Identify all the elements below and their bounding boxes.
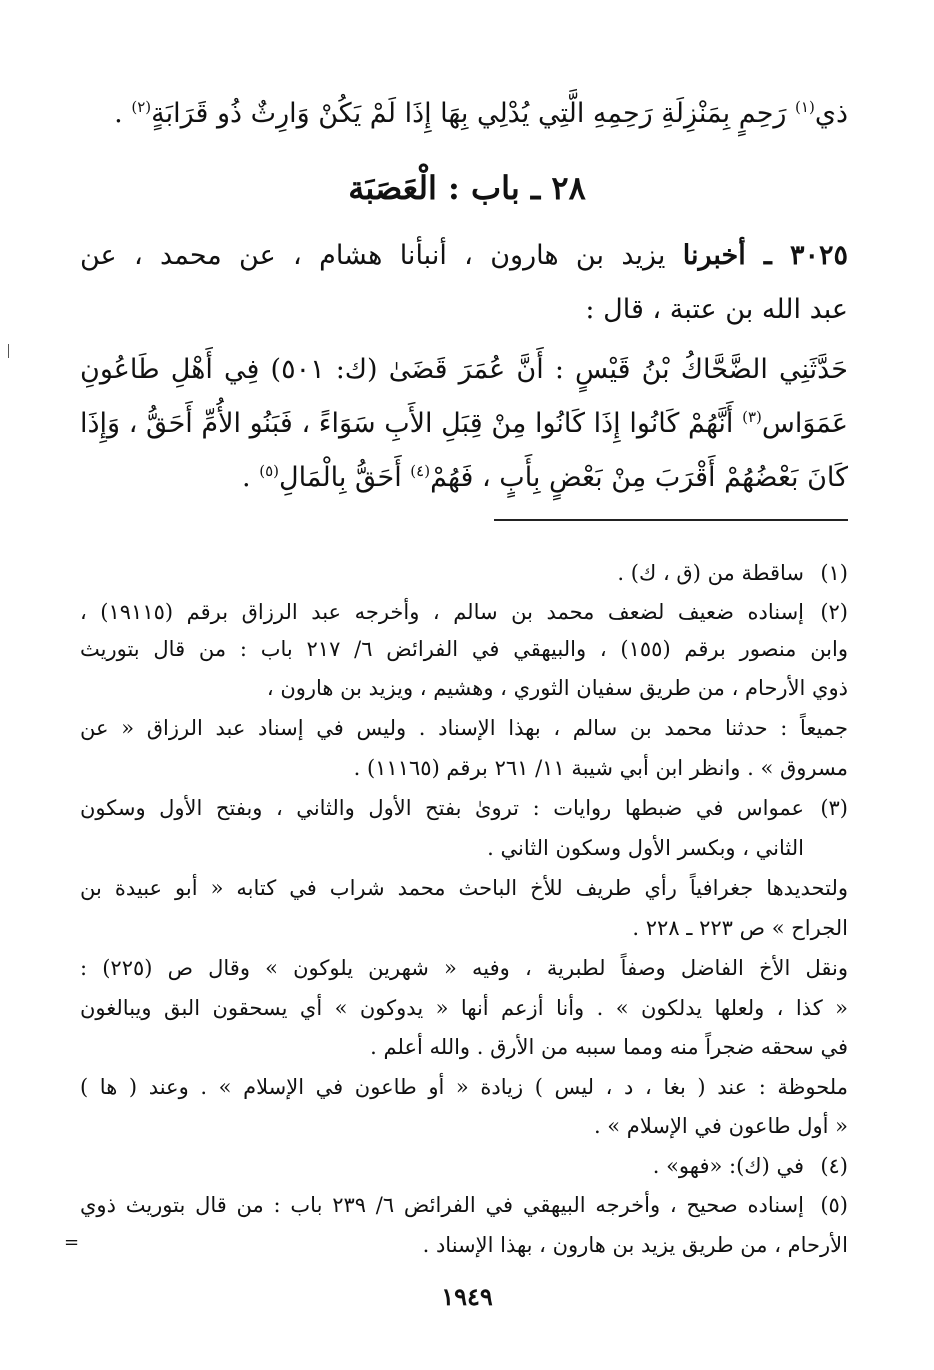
hadith-number: ٣٠٢٥ ـ أخبرنا (682, 240, 848, 271)
footnote-number: (١) (820, 561, 848, 585)
footnote-line: « كذا ، ولعلها يدلكون » . وأنا أزعم أنها « يدوكون » أي يسحقون البق ويبالغون (80, 996, 848, 1020)
footnote-line: الثاني ، وبكسر الأول وسكون الثاني . (487, 836, 804, 860)
main-text-line-1 (80, 94, 848, 134)
footnote-line: مسروق » . وانظر ابن أبي شيبة ١١/ ٢٦١ برقم (١١١٦٥) . (353, 756, 848, 780)
footnote-ref: (٥) (259, 462, 279, 480)
footnote-ref: (٢) (131, 98, 152, 116)
hadith-line-4 (80, 404, 848, 444)
footnote-ref: (٤) (410, 462, 431, 480)
text-span: . (242, 462, 260, 493)
footnote-line: جميعاً : حدثنا محمد بن سالم ، بهذا الإسناد . وليس في إسناد عبد الرزاق « عن (80, 716, 848, 740)
footnote-number: (٤) (820, 1154, 848, 1178)
footnote-line: إسناده ضعيف لضعف محمد بن سالم ، وأخرجه عبد الرزاق برقم (١٩١١٥) ، (80, 600, 804, 624)
footnote-line: ملحوظة : عند ( بغا ، د ، ليس ) زيادة « أو طاعون في الإسلام » . وعند ( ها ) (80, 1075, 848, 1099)
footnote-line: « أول طاعون في الإسلام » . (593, 1114, 848, 1138)
hadith-line-1 (80, 236, 848, 276)
text-span: كَانَ بَعْضُهُمْ أَقْرَبَ مِنْ بَعْضٍ بِأَبٍ ، فَهُمْ (430, 462, 848, 493)
text-span: رَحِمٍ بِمَنْزِلَةِ رَحِمِهِ الَّتِي يُدْلِي بِهَا إِذَا لَمْ يَكُنْ وَارِثٌ ذُو قَرَابَةٍ (151, 98, 796, 129)
footnote-number: (٥) (820, 1193, 848, 1217)
footnote-line: ولتحديدها جغرافياً رأي طريف للأخ الباحث محمد شراب في كتابه « أبو عبيدة بن (80, 876, 848, 900)
footnote-number: (٢) (820, 600, 848, 624)
footnote-line: الجراح » ص ٢٢٣ ـ ٢٢٨ . (632, 916, 848, 940)
chapter-heading: ٢٨ ـ باب : الْعَصَبَة (348, 169, 586, 207)
text-span: أَحَقُّ بِالْمَالِ (279, 462, 411, 493)
continuation-mark: = (64, 1232, 80, 1253)
footnote-line: وابن منصور برقم (١٥٥) ، والبيهقي في الفرائض ٦/ ٢١٧ باب : من قال بتوريث (80, 637, 849, 661)
hadith-line-5 (80, 458, 848, 498)
text-span: . (114, 98, 132, 129)
footnote-line: في سحقه ضجراً منه ومما سببه من الأرق . والله أعلم . (370, 1035, 848, 1059)
text-span: ذي (814, 98, 848, 129)
text-span: يزيد بن هارون ، أنبأنا هشام ، عن محمد ، عن (80, 240, 683, 271)
footnote-number: (٣) (820, 796, 848, 820)
footnote-line: إسناده صحيح ، وأخرجه البيهقي في الفرائض ٦/ ٢٣٩ باب : من قال بتوريث ذوي (80, 1193, 804, 1217)
footnote-ref: (٣) (742, 408, 762, 426)
footnote-line: عمواس في ضبطها روايات : تروىٰ بفتح الأول والثاني ، وبفتح الأول وسكون (80, 796, 804, 820)
footnote-line: ساقطة من (ق ، ك) . (617, 561, 804, 585)
margin-tick (8, 344, 9, 358)
footnote-line: ذوي الأرحام ، من طريق سفيان الثوري ، وهشيم ، ويزيد بن هارون ، (266, 676, 848, 700)
footnote-line: في (ك): «فهو» . (652, 1154, 804, 1178)
hadith-line-3: حَدَّثَنِي الضَّحَّاكُ بْنُ قَيْسٍ : أَنَّ عُمَرَ قَضَىٰ (ك: ٥٠١) فِي أَهْلِ طَاعُونِ (80, 354, 848, 385)
footnote-line: الأرحام ، من طريق يزيد بن هارون ، بهذا الإسناد . (422, 1233, 848, 1257)
footnote-line: ونقل الأخ الفاضل وصفاً لطبرية ، وفيه « شهرين يلوكون » وقال ص (٢٢٥) : (80, 956, 848, 980)
text-span: عَمَوَاس (761, 408, 848, 439)
footnote-separator (494, 519, 848, 521)
hadith-line-2: عبد الله بن عتبة ، قال : (585, 294, 848, 325)
page-number: ١٩٤٩ (441, 1282, 493, 1311)
text-span: أَنَّهُمْ كَانُوا إِذَا كَانُوا مِنْ قِبَلِ الأَبِ سَوَاءً ، فَبَنُو الأُمِّ أَحَقُّ ، وَإِذَا (80, 408, 743, 439)
footnote-ref: (١) (795, 98, 815, 116)
